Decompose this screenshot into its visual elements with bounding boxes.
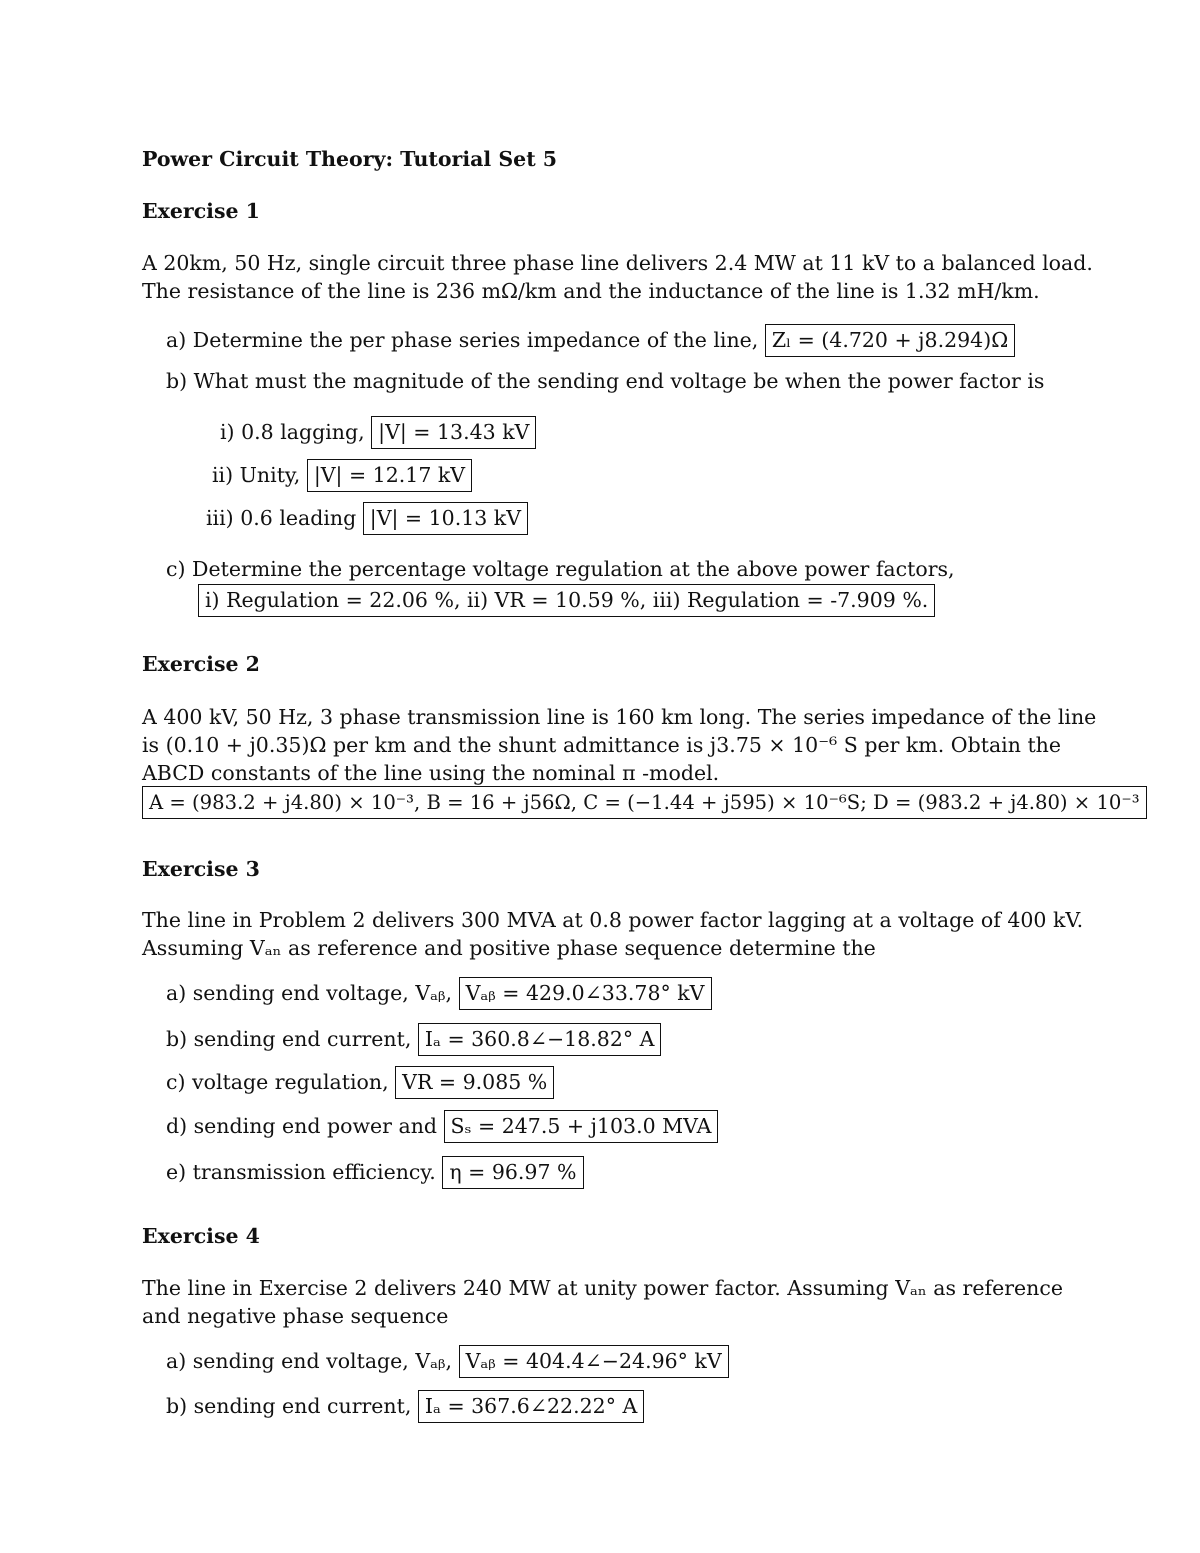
answer-box: Vₐᵦ = 404.4∠−24.96° kV [459,1345,729,1378]
exercise-2-answer [142,786,1147,819]
answer-box: Sₛ = 247.5 + j103.0 MVA [444,1110,719,1143]
item-text: transmission efficiency. [192,1160,436,1184]
exercise-2-heading: Exercise 2 [142,652,260,676]
answer-box: A = (983.2 + j4.80) × 10⁻³, B = 16 + j56Ω, C = (−1.44 + j595) × 10⁻⁶S; D = (983.2 + j4.80) × 10⁻³ [142,786,1147,819]
exercise-3-item-e [166,1156,584,1189]
exercise-1-item-a [166,324,1015,357]
subitem-text: 0.6 leading [240,506,357,530]
subitem-text: Unity, [239,463,301,487]
item-text: sending end voltage, Vₐᵦ, [192,1349,453,1373]
exercise-1-item-b [166,367,1044,395]
exercise-4-heading: Exercise 4 [142,1224,260,1248]
exercise-3-item-d [166,1110,718,1143]
item-text: Determine the percentage voltage regulation at the above power factors, [192,557,955,581]
item-label: b) [166,369,188,393]
answer-box: |V| = 13.43 kV [371,416,536,449]
exercise-1-text-line-1: A 20km, 50 Hz, single circuit three phase line delivers 2.4 MW at 11 kV to a balanced load. [142,251,1093,275]
answer-box: i) Regulation = 22.06 %, ii) VR = 10.59 %, iii) Regulation = -7.909 %. [198,584,935,617]
item-label: a) [166,981,187,1005]
item-label: a) [166,328,187,352]
exercise-3-text-line-2: Assuming Vₐₙ as reference and positive phase sequence determine the [142,936,876,960]
document-title: Power Circuit Theory: Tutorial Set 5 [142,147,558,171]
exercise-4-item-b [166,1390,644,1423]
answer-box: VR = 9.085 % [395,1066,554,1099]
exercise-3-item-b [166,1023,661,1056]
exercise-3-item-a [166,977,712,1010]
exercise-3-heading: Exercise 3 [142,857,260,881]
subitem-label: ii) [212,463,234,487]
exercise-1-item-c-answer [198,584,935,617]
exercise-2-text-line-1: A 400 kV, 50 Hz, 3 phase transmission line is 160 km long. The series impedance of the line [142,705,1097,729]
answer-box: Zₗ = (4.720 + j8.294)Ω [765,324,1015,357]
exercise-2-text-line-3: ABCD constants of the line using the nominal π -model. [142,761,720,785]
exercise-1-subitem-ii [212,459,472,492]
answer-box: |V| = 12.17 kV [307,459,472,492]
item-label: c) [166,1070,186,1094]
exercise-2-text-line-2: is (0.10 + j0.35)Ω per km and the shunt admittance is j3.75 × 10⁻⁶ S per km. Obtain the [142,733,1062,757]
exercise-1-text-line-2: The resistance of the line is 236 mΩ/km and the inductance of the line is 1.32 mH/km. [142,279,1040,303]
item-text: sending end current, [193,1394,412,1418]
item-text: sending end current, [193,1027,412,1051]
answer-box: Iₐ = 360.8∠−18.82° A [418,1023,662,1056]
exercise-1-heading: Exercise 1 [142,199,260,223]
item-text: sending end power and [193,1114,438,1138]
item-label: d) [166,1114,188,1138]
exercise-1-subitem-i [220,416,536,449]
exercise-4-text-line-2: and negative phase sequence [142,1304,449,1328]
item-label: b) [166,1394,188,1418]
exercise-1-subitem-iii [206,502,528,535]
exercise-3-text-line-1: The line in Problem 2 delivers 300 MVA at 0.8 power factor lagging at a voltage of 400 kV. [142,908,1084,932]
exercise-4-item-a [166,1345,729,1378]
item-text: What must the magnitude of the sending end voltage be when the power factor is [193,369,1045,393]
answer-box: η = 96.97 % [442,1156,583,1189]
item-text: sending end voltage, Vₐᵦ, [192,981,453,1005]
item-label: c) [166,557,186,581]
exercise-4-text-line-1: The line in Exercise 2 delivers 240 MW at unity power factor. Assuming Vₐₙ as reference [142,1276,1063,1300]
exercise-3-item-c [166,1066,554,1099]
subitem-label: i) [220,420,235,444]
answer-box: Iₐ = 367.6∠22.22° A [418,1390,644,1423]
subitem-text: 0.8 lagging, [241,420,365,444]
item-text: voltage regulation, [192,1070,389,1094]
answer-box: Vₐᵦ = 429.0∠33.78° kV [459,977,712,1010]
item-label: b) [166,1027,188,1051]
exercise-1-item-c [166,555,955,583]
subitem-label: iii) [206,506,234,530]
item-label: a) [166,1349,187,1373]
item-text: Determine the per phase series impedance of the line, [192,328,759,352]
answer-box: |V| = 10.13 kV [363,502,528,535]
item-label: e) [166,1160,187,1184]
